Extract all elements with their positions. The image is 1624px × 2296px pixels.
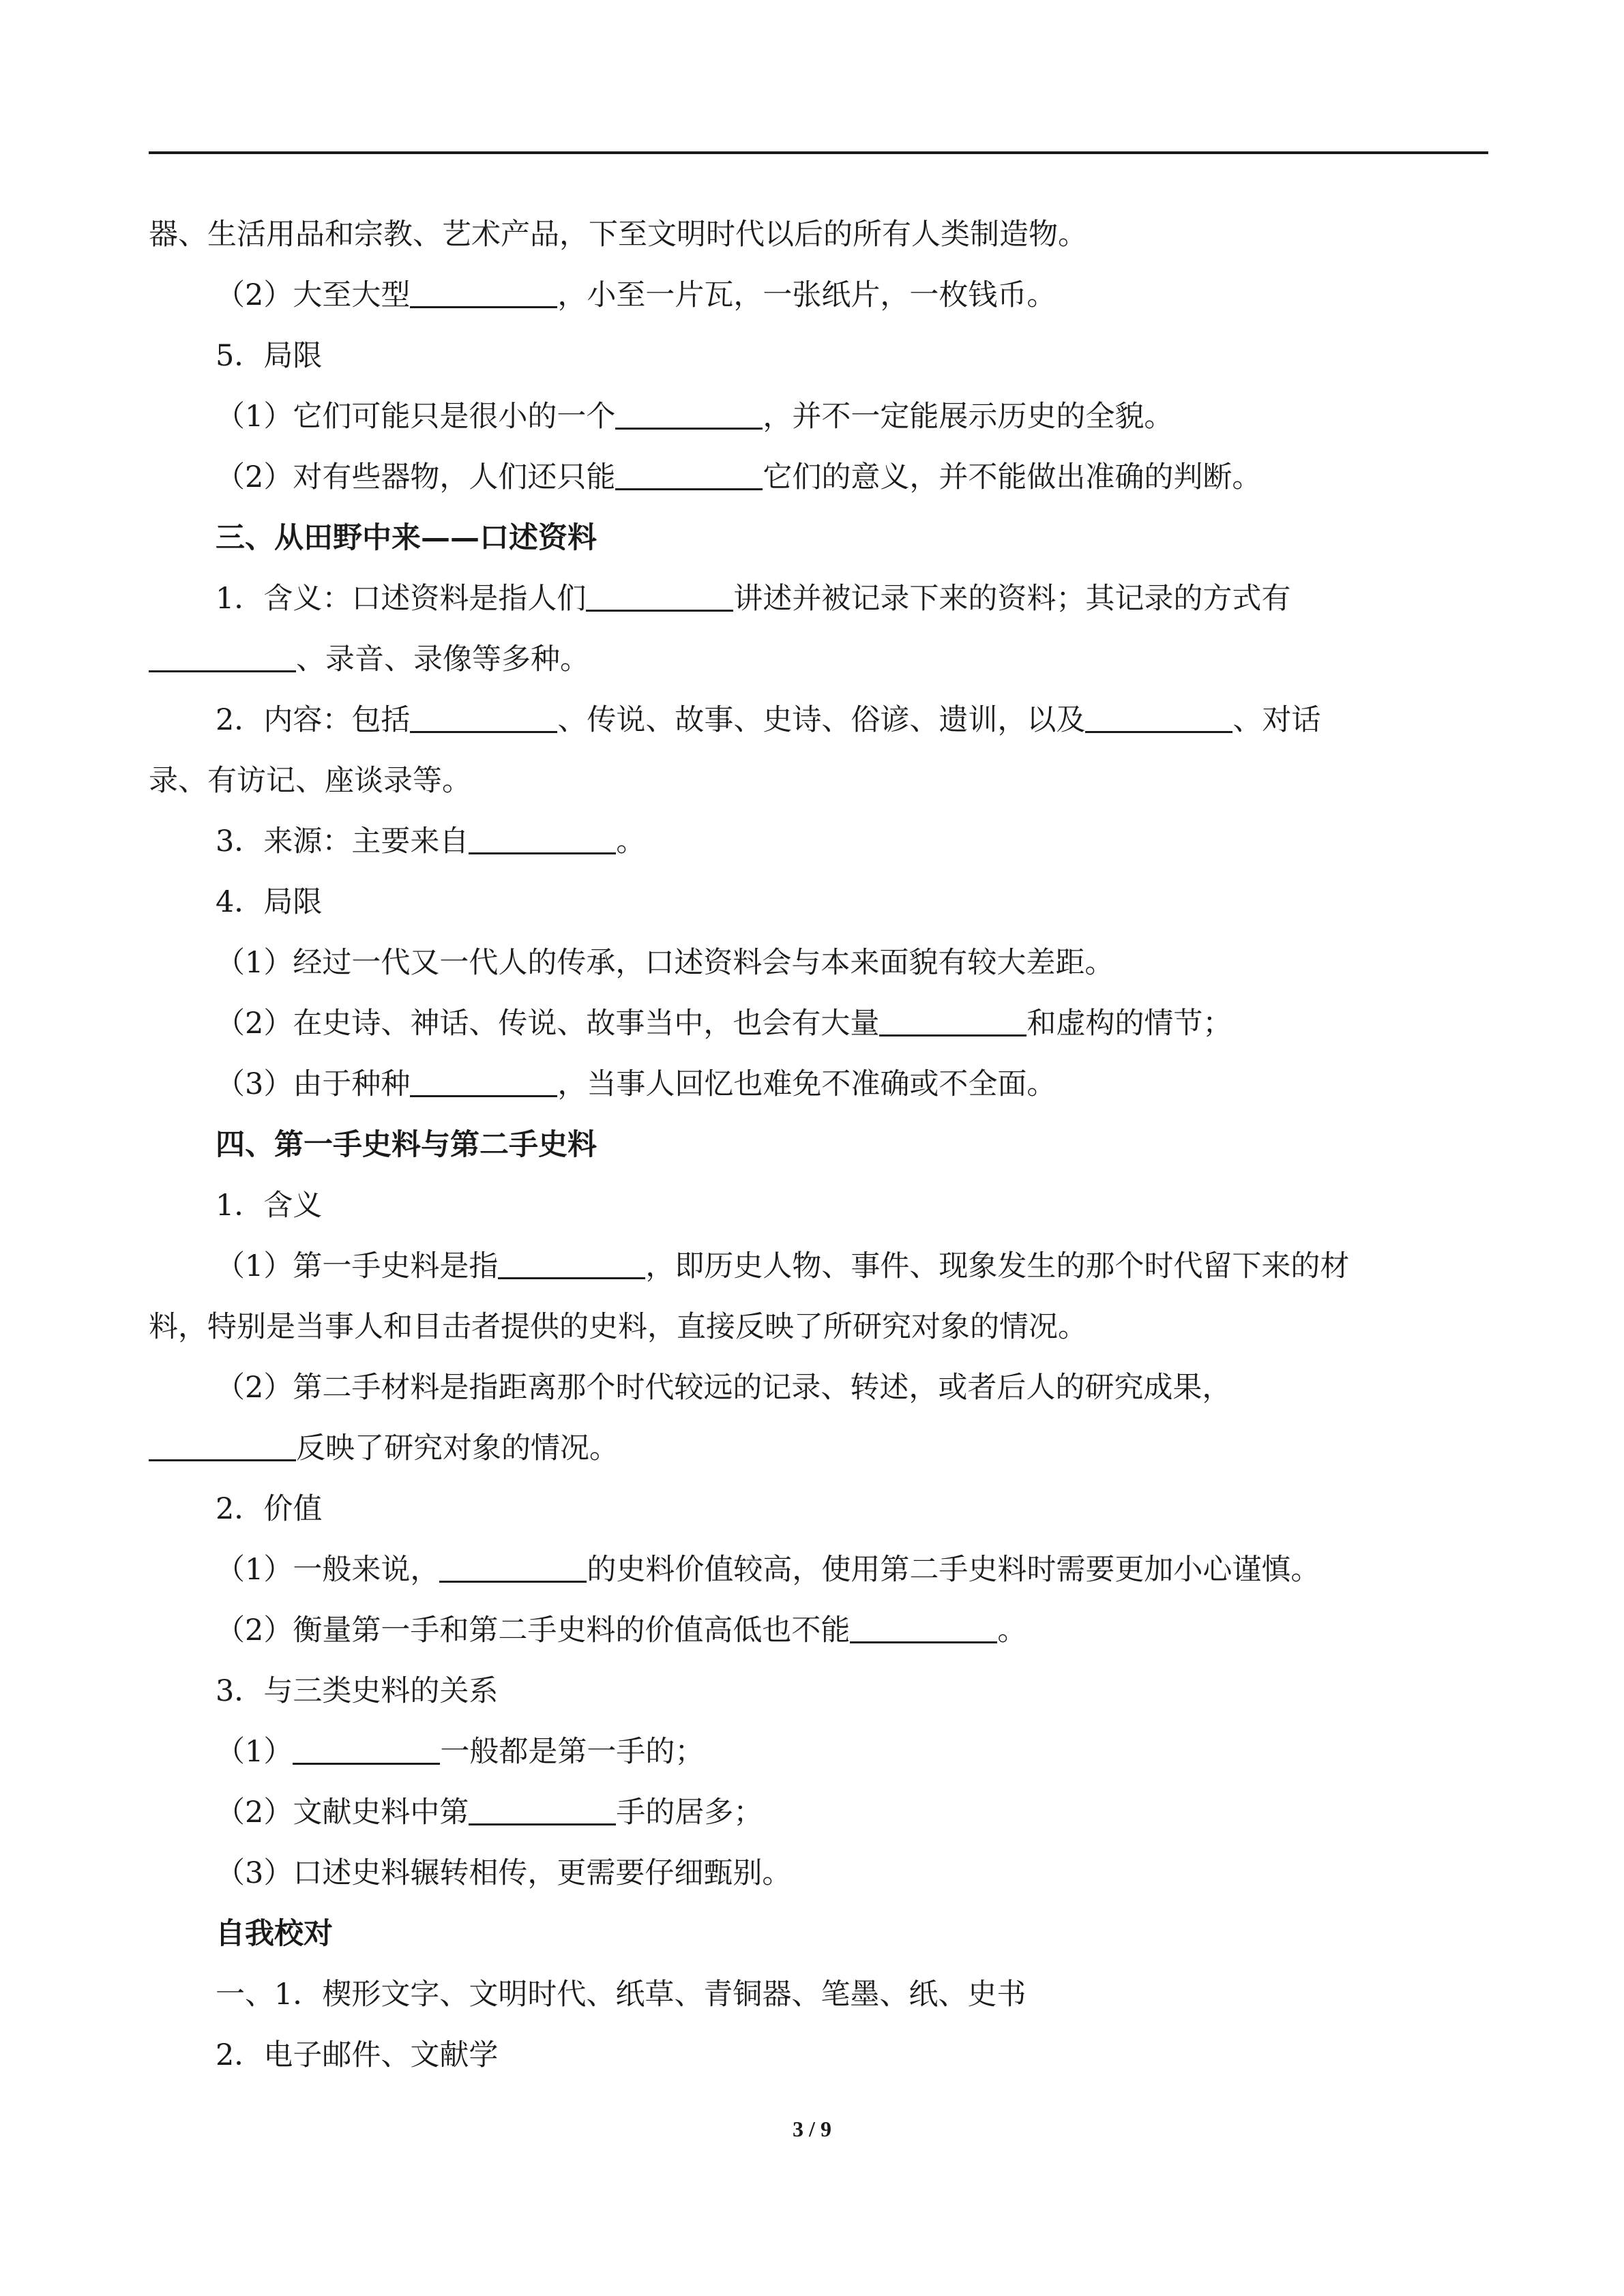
text-line xyxy=(149,1783,1488,1843)
text-segment: （2）大至大型 xyxy=(216,278,411,312)
text-line xyxy=(149,872,1488,933)
text-segment: （3）口述史料辗转相传，更需要仔细甄别。 xyxy=(216,1856,792,1890)
text-segment: （1）经过一代又一代人的传承，口述资料会与本来面貌有较大差距。 xyxy=(216,946,1114,980)
text-line xyxy=(149,569,1488,629)
text-segment: 1．含义 xyxy=(216,1189,323,1223)
text-segment: ，小至一片瓦，一张纸片，一枚钱币。 xyxy=(557,278,1057,312)
text-line xyxy=(149,751,1488,811)
text-segment: 和虚构的情节； xyxy=(1027,1007,1232,1041)
text-segment: 、录音、录像等多种。 xyxy=(296,642,589,676)
fill-in-blank xyxy=(469,823,616,854)
text-line xyxy=(149,1722,1488,1783)
text-line xyxy=(149,1600,1488,1661)
text-line xyxy=(149,387,1488,447)
fill-in-blank xyxy=(498,1248,645,1279)
text-line xyxy=(149,326,1488,387)
section-heading xyxy=(149,508,1488,569)
text-line xyxy=(149,265,1488,326)
text-line xyxy=(149,205,1488,265)
fill-in-blank xyxy=(149,1430,296,1461)
section-heading xyxy=(149,1115,1488,1176)
text-segment: ，当事人回忆也难免不准确或不全面。 xyxy=(557,1067,1057,1101)
text-segment: 自我校对 xyxy=(216,1917,333,1951)
fill-in-blank xyxy=(410,277,557,308)
text-segment: （2）对有些器物，人们还只能 xyxy=(216,460,616,494)
text-segment: （1）它们可能只是很小的一个 xyxy=(216,400,616,434)
text-segment: 的史料价值较高，使用第二手史料时需要更加小心谨慎。 xyxy=(587,1553,1320,1587)
fill-in-blank xyxy=(615,459,763,490)
text-line xyxy=(149,933,1488,994)
fill-in-blank xyxy=(586,580,733,612)
text-line xyxy=(149,629,1488,690)
fill-in-blank xyxy=(293,1733,440,1765)
text-segment: 4．局限 xyxy=(216,885,323,919)
text-segment: 反映了研究对象的情况。 xyxy=(296,1431,619,1465)
text-segment: 2．电子邮件、文献学 xyxy=(216,2038,499,2072)
fill-in-blank xyxy=(469,1794,616,1825)
text-segment: 3．与三类史料的关系 xyxy=(216,1674,499,1708)
text-segment: 2．内容：包括 xyxy=(216,703,411,737)
text-segment: 手的居多； xyxy=(616,1795,763,1830)
text-segment: （1）第一手史料是指 xyxy=(216,1249,499,1283)
text-line xyxy=(149,1054,1488,1115)
text-segment: 5．局限 xyxy=(216,339,323,373)
text-segment: （2）在史诗、神话、传说、故事当中，也会有大量 xyxy=(216,1007,880,1041)
text-line xyxy=(149,690,1488,751)
text-line xyxy=(149,1965,1488,2025)
text-segment: 1．含义：口述资料是指人们 xyxy=(216,582,587,616)
header-rule xyxy=(149,151,1488,154)
text-segment: （2）衡量第一手和第二手史料的价值高低也不能 xyxy=(216,1613,851,1648)
text-segment: （1）一般来说， xyxy=(216,1553,440,1587)
fill-in-blank xyxy=(439,1551,587,1583)
text-line xyxy=(149,1540,1488,1600)
fill-in-blank xyxy=(410,702,557,733)
text-segment: 器、生活用品和宗教、艺术产品，下至文明时代以后的所有人类制造物。 xyxy=(149,218,1087,252)
text-line xyxy=(149,2025,1488,2086)
text-segment: 四、第一手史料与第二手史料 xyxy=(216,1128,597,1162)
text-line xyxy=(149,1843,1488,1904)
fill-in-blank xyxy=(149,641,296,672)
text-line xyxy=(149,1176,1488,1236)
text-segment: 。 xyxy=(997,1613,1027,1648)
text-segment: 它们的意义，并不能做出准确的判断。 xyxy=(763,460,1262,494)
text-segment: ，即历史人物、事件、现象发生的那个时代留下来的材 xyxy=(645,1249,1350,1283)
text-segment: 3．来源：主要来自 xyxy=(216,824,469,859)
fill-in-blank xyxy=(410,1066,557,1097)
text-segment: 一、1．楔形文字、文明时代、纸草、青铜器、笔墨、纸、史书 xyxy=(216,1978,1027,2012)
text-line xyxy=(149,994,1488,1054)
text-segment: 2．价值 xyxy=(216,1492,323,1526)
fill-in-blank xyxy=(879,1005,1027,1037)
page-number: 3 / 9 xyxy=(793,2117,831,2141)
text-line xyxy=(149,1418,1488,1479)
text-segment: 、对话 xyxy=(1232,703,1321,737)
text-segment: （2）第二手材料是指距离那个时代较远的记录、转述，或者后人的研究成果， xyxy=(216,1371,1232,1405)
text-segment: （3）由于种种 xyxy=(216,1067,411,1101)
document-body xyxy=(149,205,1488,2086)
text-line xyxy=(149,1358,1488,1418)
text-segment: （1） xyxy=(216,1735,293,1769)
fill-in-blank xyxy=(850,1612,997,1643)
text-segment: 料，特别是当事人和目击者提供的史料，直接反映了所研究对象的情况。 xyxy=(149,1310,1087,1344)
fill-in-blank xyxy=(1085,702,1232,733)
text-segment: 、传说、故事、史诗、俗谚、遗训，以及 xyxy=(557,703,1086,737)
text-segment: 录、有访记、座谈录等。 xyxy=(149,764,471,798)
text-line xyxy=(149,1297,1488,1358)
section-heading xyxy=(149,1904,1488,1965)
text-line xyxy=(149,1236,1488,1297)
text-line xyxy=(149,447,1488,508)
text-segment: 。 xyxy=(616,824,646,859)
text-segment: 一般都是第一手的； xyxy=(440,1735,705,1769)
text-segment: ，并不一定能展示历史的全貌。 xyxy=(763,400,1174,434)
text-segment: 讲述并被记录下来的资料；其记录的方式有 xyxy=(733,582,1291,616)
text-segment: （2）文献史料中第 xyxy=(216,1795,469,1830)
text-segment: 三、从田野中来——口述资料 xyxy=(216,521,597,555)
text-line xyxy=(149,1661,1488,1722)
fill-in-blank xyxy=(615,398,763,430)
text-line xyxy=(149,811,1488,872)
text-line xyxy=(149,1479,1488,1540)
